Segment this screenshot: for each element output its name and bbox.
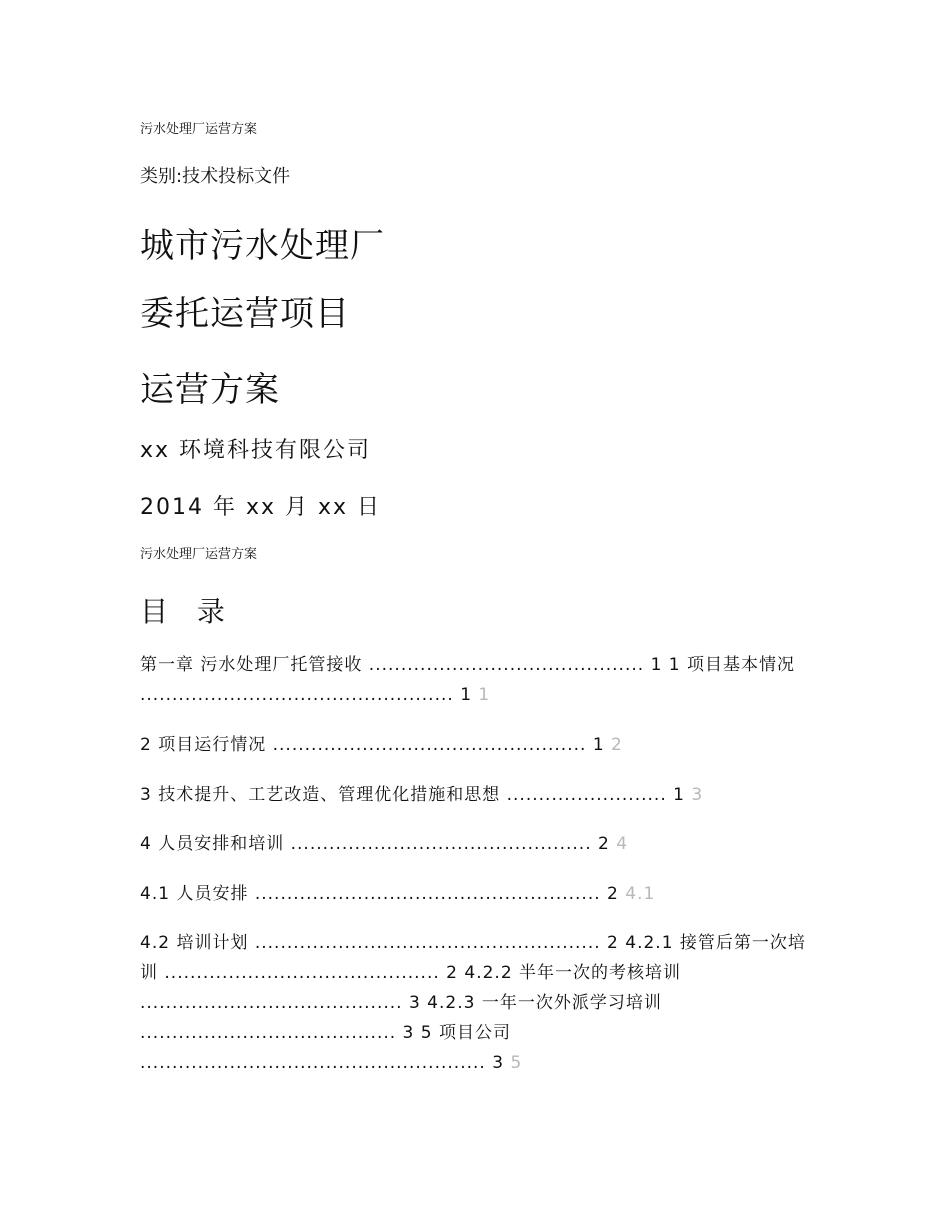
toc-entry-section-4-1[interactable] [140, 879, 810, 909]
toc-entry-section-2[interactable] [140, 730, 810, 760]
cover-title-line-1: 城市污水处理厂 [140, 226, 385, 266]
company-name: xx 环境科技有限公司 [140, 438, 372, 463]
toc-entry-section-3[interactable] [140, 780, 810, 810]
toc-entry-ref: 2 [611, 735, 623, 755]
toc-entry-chapter-1[interactable] [140, 650, 810, 710]
toc-entry-ref: 5 [510, 1053, 523, 1073]
toc-entry-ref: 1 [478, 685, 491, 705]
toc-entry-text: 2 项目运行情况 ................................................. 1 [140, 735, 605, 755]
toc-entry-section-4[interactable] [140, 829, 810, 859]
toc-entry-text: 3 技术提升、工艺改造、管理优化措施和思想 ......................... 1 [140, 785, 685, 805]
toc-entry-text: 第一章 污水处理厂托管接收 ........................................... 1 1 项目基本情况 ................................................. 1 [140, 655, 796, 705]
toc-entry-text: 4.2 培训计划 ...................................................... 2 4.2.1 接管后第一次培训 ........................................... 2 4.2.2 半年一次的考核培训 ......................................... 3 4.2.3 一年一次外派学习培训 ........................................ 3 5 项目公司 ...................................................... 3 [140, 933, 806, 1073]
running-header-2: 污水处理厂运营方案 [140, 547, 258, 562]
toc-entry-ref: 4.1 [625, 884, 656, 904]
toc-entry-section-4-2[interactable] [140, 928, 810, 1078]
running-header: 污水处理厂运营方案 [140, 122, 258, 137]
toc-entry-text: 4 人员安排和培训 ............................................... 2 [140, 834, 610, 854]
toc-heading: 目 录 [140, 595, 235, 628]
document-date: 2014 年 xx 月 xx 日 [140, 495, 382, 520]
cover-title-line-2: 委托运营项目 [140, 294, 350, 334]
toc-entry-ref: 3 [691, 785, 704, 805]
cover-title-line-3: 运营方案 [140, 370, 280, 410]
document-category: 类别:技术投标文件 [140, 166, 291, 187]
toc-entry-ref: 4 [616, 834, 629, 854]
toc-entry-text: 4.1 人员安排 ...................................................... 2 [140, 884, 619, 904]
